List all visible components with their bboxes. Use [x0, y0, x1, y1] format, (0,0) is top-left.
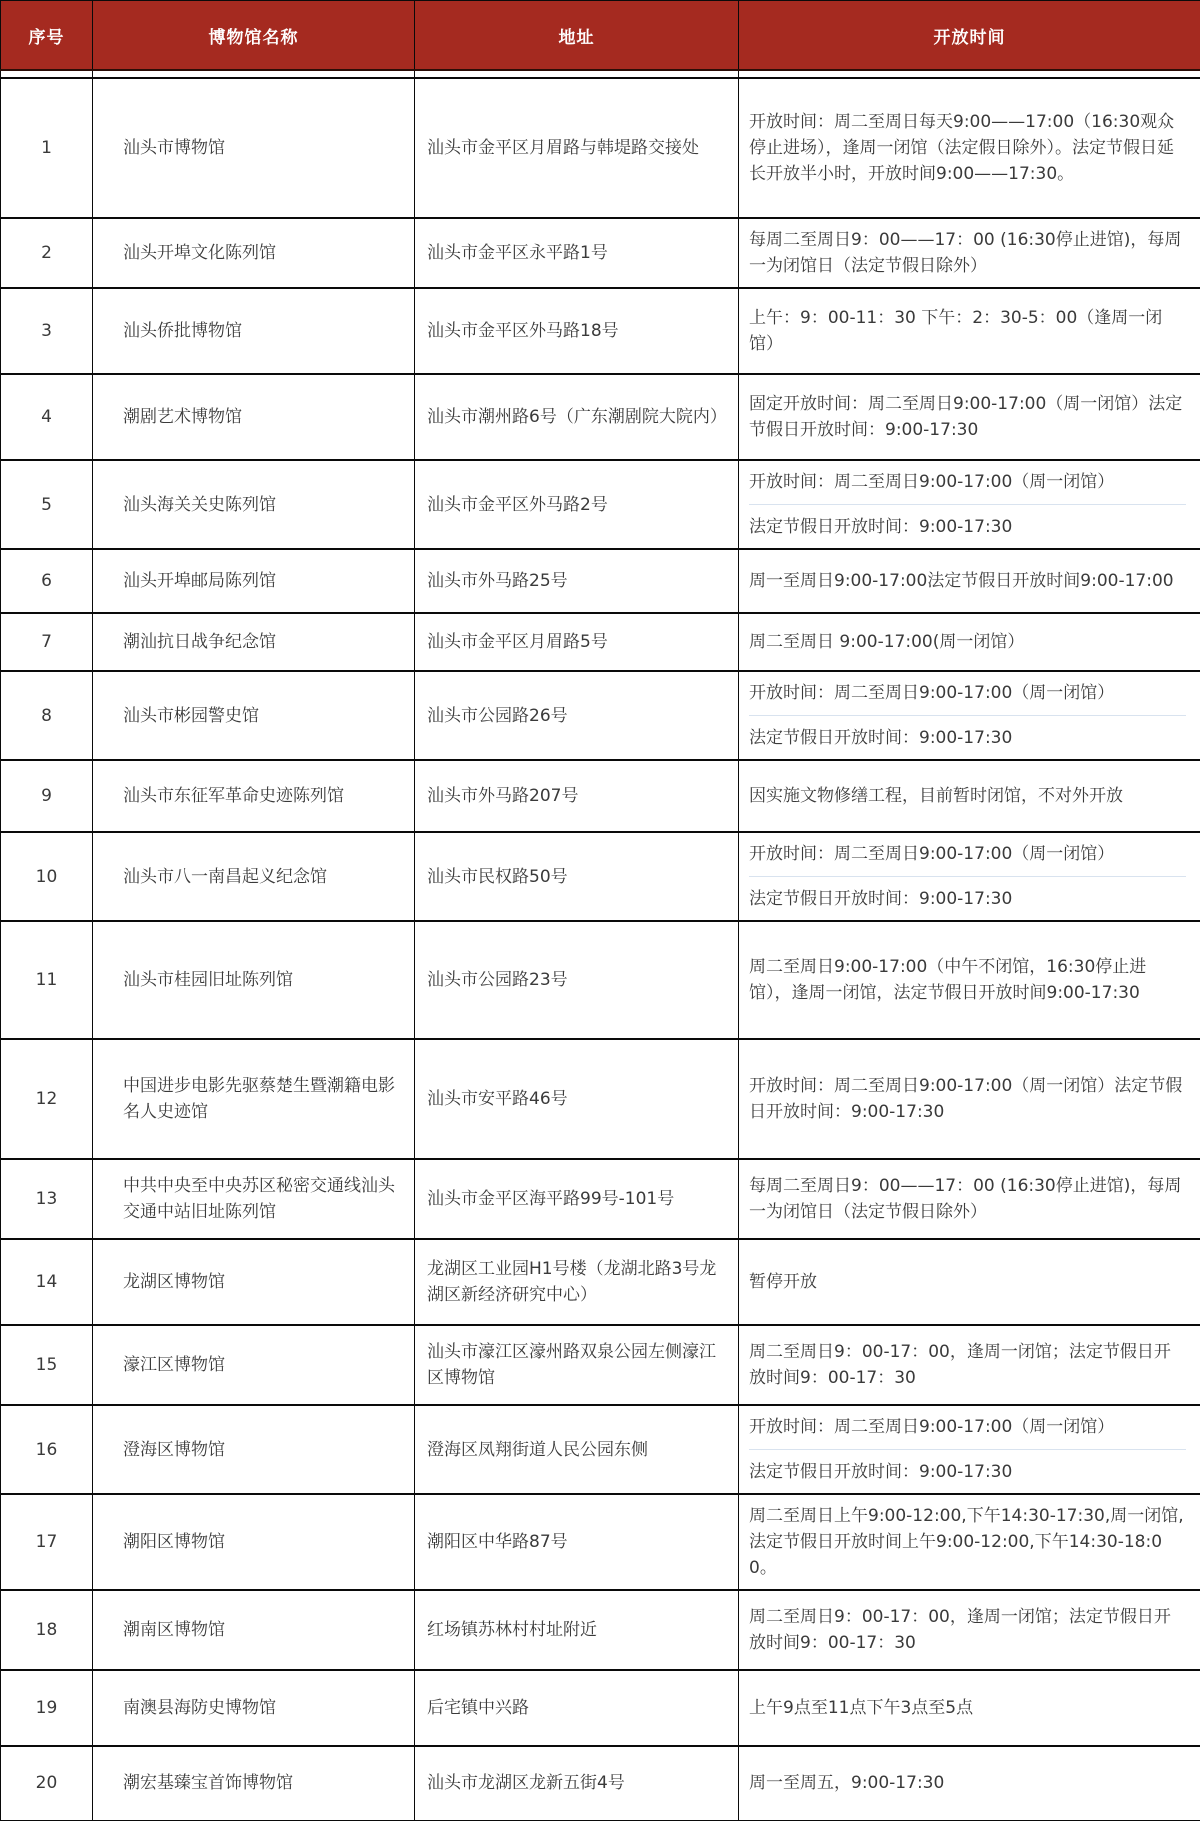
cell-museum-name: 澄海区博物馆 — [93, 1405, 415, 1494]
cell-museum-name: 汕头开埠邮局陈列馆 — [93, 549, 415, 613]
cell-opening-hours — [739, 1159, 1200, 1239]
cell-museum-name: 汕头市彬园警史馆 — [93, 671, 415, 760]
table-row — [1, 1239, 1200, 1325]
cell-museum-name: 汕头市八一南昌起义纪念馆 — [93, 832, 415, 921]
table-row — [1, 1405, 1200, 1494]
cell-row-number: 9 — [1, 760, 93, 832]
cell-museum-name: 潮汕抗日战争纪念馆 — [93, 613, 415, 671]
table-row — [1, 1746, 1200, 1820]
cell-opening-hours — [739, 218, 1200, 288]
cell-museum-name: 汕头海关关史陈列馆 — [93, 460, 415, 549]
cell-museum-name: 潮南区博物馆 — [93, 1590, 415, 1670]
cell-opening-hours — [739, 921, 1200, 1039]
cell-row-number: 5 — [1, 460, 93, 549]
cell-address: 汕头市金平区外马路2号 — [415, 460, 739, 549]
cell-museum-name: 汕头市桂园旧址陈列馆 — [93, 921, 415, 1039]
table-row — [1, 1159, 1200, 1239]
cell-address: 汕头市龙湖区龙新五街4号 — [415, 1746, 739, 1820]
cell-row-number: 20 — [1, 1746, 93, 1820]
cell-address: 汕头市金平区海平路99号-101号 — [415, 1159, 739, 1239]
opening-hours-text: 固定开放时间：周二至周日9:00-17:00（周一闭馆）法定节假日开放时间：9:00-17:30 — [749, 391, 1186, 443]
table-row — [1, 1590, 1200, 1670]
opening-hours-text: 开放时间：周二至周日9:00-17:00（周一闭馆）法定节假日开放时间：9:00-17:30 — [749, 1073, 1186, 1125]
opening-hours-text: 周一至周五，9:00-17:30 — [749, 1770, 1186, 1796]
cell-museum-name: 中共中央至中央苏区秘密交通线汕头交通中站旧址陈列馆 — [93, 1159, 415, 1239]
table-header — [1, 1, 1200, 79]
table-row — [1, 760, 1200, 832]
cell-row-number: 10 — [1, 832, 93, 921]
cell-row-number: 3 — [1, 288, 93, 374]
opening-hours-text: 周二至周日9：00-17：00，逢周一闭馆；法定节假日开放时间9：00-17：30 — [749, 1604, 1186, 1656]
cell-row-number: 2 — [1, 218, 93, 288]
cell-museum-name: 潮宏基臻宝首饰博物馆 — [93, 1746, 415, 1820]
opening-hours-text: 周二至周日上午9:00-12:00,下午14:30-17:30,周一闭馆,法定节假日开放时间上午9:00-12:00,下午14:30-18:00。 — [749, 1503, 1186, 1581]
cell-address: 汕头市金平区永平路1号 — [415, 218, 739, 288]
cell-address: 汕头市濠江区濠州路双泉公园左侧濠江区博物馆 — [415, 1325, 739, 1405]
cell-row-number: 1 — [1, 78, 93, 218]
cell-address: 澄海区凤翔街道人民公园东侧 — [415, 1405, 739, 1494]
cell-row-number: 12 — [1, 1039, 93, 1159]
header-cell-index: 序号 — [1, 1, 93, 71]
cell-row-number: 15 — [1, 1325, 93, 1405]
table-row — [1, 288, 1200, 374]
cell-row-number: 13 — [1, 1159, 93, 1239]
cell-address: 汕头市金平区月眉路与韩堤路交接处 — [415, 78, 739, 218]
table-row — [1, 549, 1200, 613]
table-row — [1, 921, 1200, 1039]
opening-hours-text: 法定节假日开放时间：9:00-17:30 — [749, 715, 1186, 751]
cell-opening-hours — [739, 549, 1200, 613]
header-row — [1, 1, 1200, 71]
opening-hours-text: 周一至周日9:00-17:00法定节假日开放时间9:00-17:00 — [749, 568, 1186, 594]
cell-row-number: 4 — [1, 374, 93, 460]
cell-opening-hours — [739, 832, 1200, 921]
cell-address: 汕头市安平路46号 — [415, 1039, 739, 1159]
opening-hours-text: 因实施文物修缮工程，目前暂时闭馆，不对外开放 — [749, 783, 1186, 809]
cell-opening-hours — [739, 78, 1200, 218]
table-row — [1, 1670, 1200, 1746]
cell-opening-hours — [739, 1239, 1200, 1325]
cell-row-number: 14 — [1, 1239, 93, 1325]
opening-hours-text: 每周二至周日9：00——17：00 (16:30停止进馆)，每周一为闭馆日（法定节假日除外） — [749, 1173, 1186, 1225]
opening-hours-text: 周二至周日9:00-17:00（中午不闭馆，16:30停止进馆），逢周一闭馆，法定节假日开放时间9:00-17:30 — [749, 954, 1186, 1006]
table-row — [1, 1494, 1200, 1590]
table-row — [1, 1039, 1200, 1159]
cell-address: 红场镇苏林村村址附近 — [415, 1590, 739, 1670]
header-cell-name: 博物馆名称 — [93, 1, 415, 71]
cell-museum-name: 潮剧艺术博物馆 — [93, 374, 415, 460]
cell-museum-name: 汕头侨批博物馆 — [93, 288, 415, 374]
cell-museum-name: 潮阳区博物馆 — [93, 1494, 415, 1590]
opening-hours-text: 法定节假日开放时间：9:00-17:30 — [749, 1449, 1186, 1485]
table-row — [1, 671, 1200, 760]
cell-row-number: 7 — [1, 613, 93, 671]
table-row — [1, 1325, 1200, 1405]
cell-opening-hours — [739, 1494, 1200, 1590]
cell-museum-name: 南澳县海防史博物馆 — [93, 1670, 415, 1746]
cell-address: 汕头市金平区月眉路5号 — [415, 613, 739, 671]
table-body — [1, 78, 1200, 1820]
cell-museum-name: 龙湖区博物馆 — [93, 1239, 415, 1325]
opening-hours-text: 周二至周日9：00-17：00，逢周一闭馆；法定节假日开放时间9：00-17：30 — [749, 1339, 1186, 1391]
cell-address: 汕头市金平区外马路18号 — [415, 288, 739, 374]
opening-hours-text: 开放时间：周二至周日9:00-17:00（周一闭馆） — [749, 1414, 1186, 1440]
cell-museum-name: 濠江区博物馆 — [93, 1325, 415, 1405]
table-row — [1, 218, 1200, 288]
opening-hours-text: 开放时间：周二至周日9:00-17:00（周一闭馆） — [749, 841, 1186, 867]
cell-row-number: 19 — [1, 1670, 93, 1746]
cell-address: 汕头市潮州路6号（广东潮剧院大院内） — [415, 374, 739, 460]
header-body-gap — [1, 70, 1200, 78]
cell-opening-hours — [739, 1039, 1200, 1159]
opening-hours-text: 每周二至周日9：00——17：00 (16:30停止进馆)，每周一为闭馆日（法定节假日除外） — [749, 227, 1186, 279]
cell-opening-hours — [739, 1405, 1200, 1494]
cell-opening-hours — [739, 374, 1200, 460]
cell-row-number: 11 — [1, 921, 93, 1039]
cell-row-number: 8 — [1, 671, 93, 760]
cell-museum-name: 汕头市东征军革命史迹陈列馆 — [93, 760, 415, 832]
header-cell-hours: 开放时间 — [739, 1, 1200, 71]
cell-opening-hours — [739, 460, 1200, 549]
cell-row-number: 18 — [1, 1590, 93, 1670]
cell-address: 潮阳区中华路87号 — [415, 1494, 739, 1590]
table-row — [1, 78, 1200, 218]
header-cell-address: 地址 — [415, 1, 739, 71]
opening-hours-text: 上午：9：00-11：30 下午：2：30-5：00（逢周一闭馆） — [749, 305, 1186, 357]
cell-opening-hours — [739, 1325, 1200, 1405]
opening-hours-text: 开放时间：周二至周日9:00-17:00（周一闭馆） — [749, 469, 1186, 495]
opening-hours-text: 暂停开放 — [749, 1269, 1186, 1295]
opening-hours-text: 开放时间：周二至周日每天9:00——17:00（16:30观众停止进场），逢周一闭馆（法定假日除外）。法定节假日延长开放半小时，开放时间9:00——17:30。 — [749, 109, 1186, 187]
cell-opening-hours — [739, 288, 1200, 374]
cell-address: 龙湖区工业园H1号楼（龙湖北路3号龙湖区新经济研究中心） — [415, 1239, 739, 1325]
opening-hours-text: 周二至周日 9:00-17:00(周一闭馆） — [749, 629, 1186, 655]
cell-address: 汕头市公园路23号 — [415, 921, 739, 1039]
opening-hours-text: 开放时间：周二至周日9:00-17:00（周一闭馆） — [749, 680, 1186, 706]
table-row — [1, 613, 1200, 671]
table-row — [1, 460, 1200, 549]
cell-opening-hours — [739, 1670, 1200, 1746]
opening-hours-text: 法定节假日开放时间：9:00-17:30 — [749, 876, 1186, 912]
cell-address: 汕头市外马路207号 — [415, 760, 739, 832]
cell-museum-name: 中国进步电影先驱蔡楚生暨潮籍电影名人史迹馆 — [93, 1039, 415, 1159]
cell-address: 后宅镇中兴路 — [415, 1670, 739, 1746]
cell-row-number: 17 — [1, 1494, 93, 1590]
cell-opening-hours — [739, 613, 1200, 671]
cell-row-number: 16 — [1, 1405, 93, 1494]
cell-museum-name: 汕头市博物馆 — [93, 78, 415, 218]
cell-opening-hours — [739, 671, 1200, 760]
table-row — [1, 374, 1200, 460]
opening-hours-text: 上午9点至11点下午3点至5点 — [749, 1695, 1186, 1721]
cell-address: 汕头市公园路26号 — [415, 671, 739, 760]
table-row — [1, 832, 1200, 921]
cell-museum-name: 汕头开埠文化陈列馆 — [93, 218, 415, 288]
cell-address: 汕头市外马路25号 — [415, 549, 739, 613]
cell-opening-hours — [739, 1590, 1200, 1670]
opening-hours-text: 法定节假日开放时间：9:00-17:30 — [749, 504, 1186, 540]
cell-opening-hours — [739, 1746, 1200, 1820]
cell-row-number: 6 — [1, 549, 93, 613]
cell-opening-hours — [739, 760, 1200, 832]
cell-address: 汕头市民权路50号 — [415, 832, 739, 921]
